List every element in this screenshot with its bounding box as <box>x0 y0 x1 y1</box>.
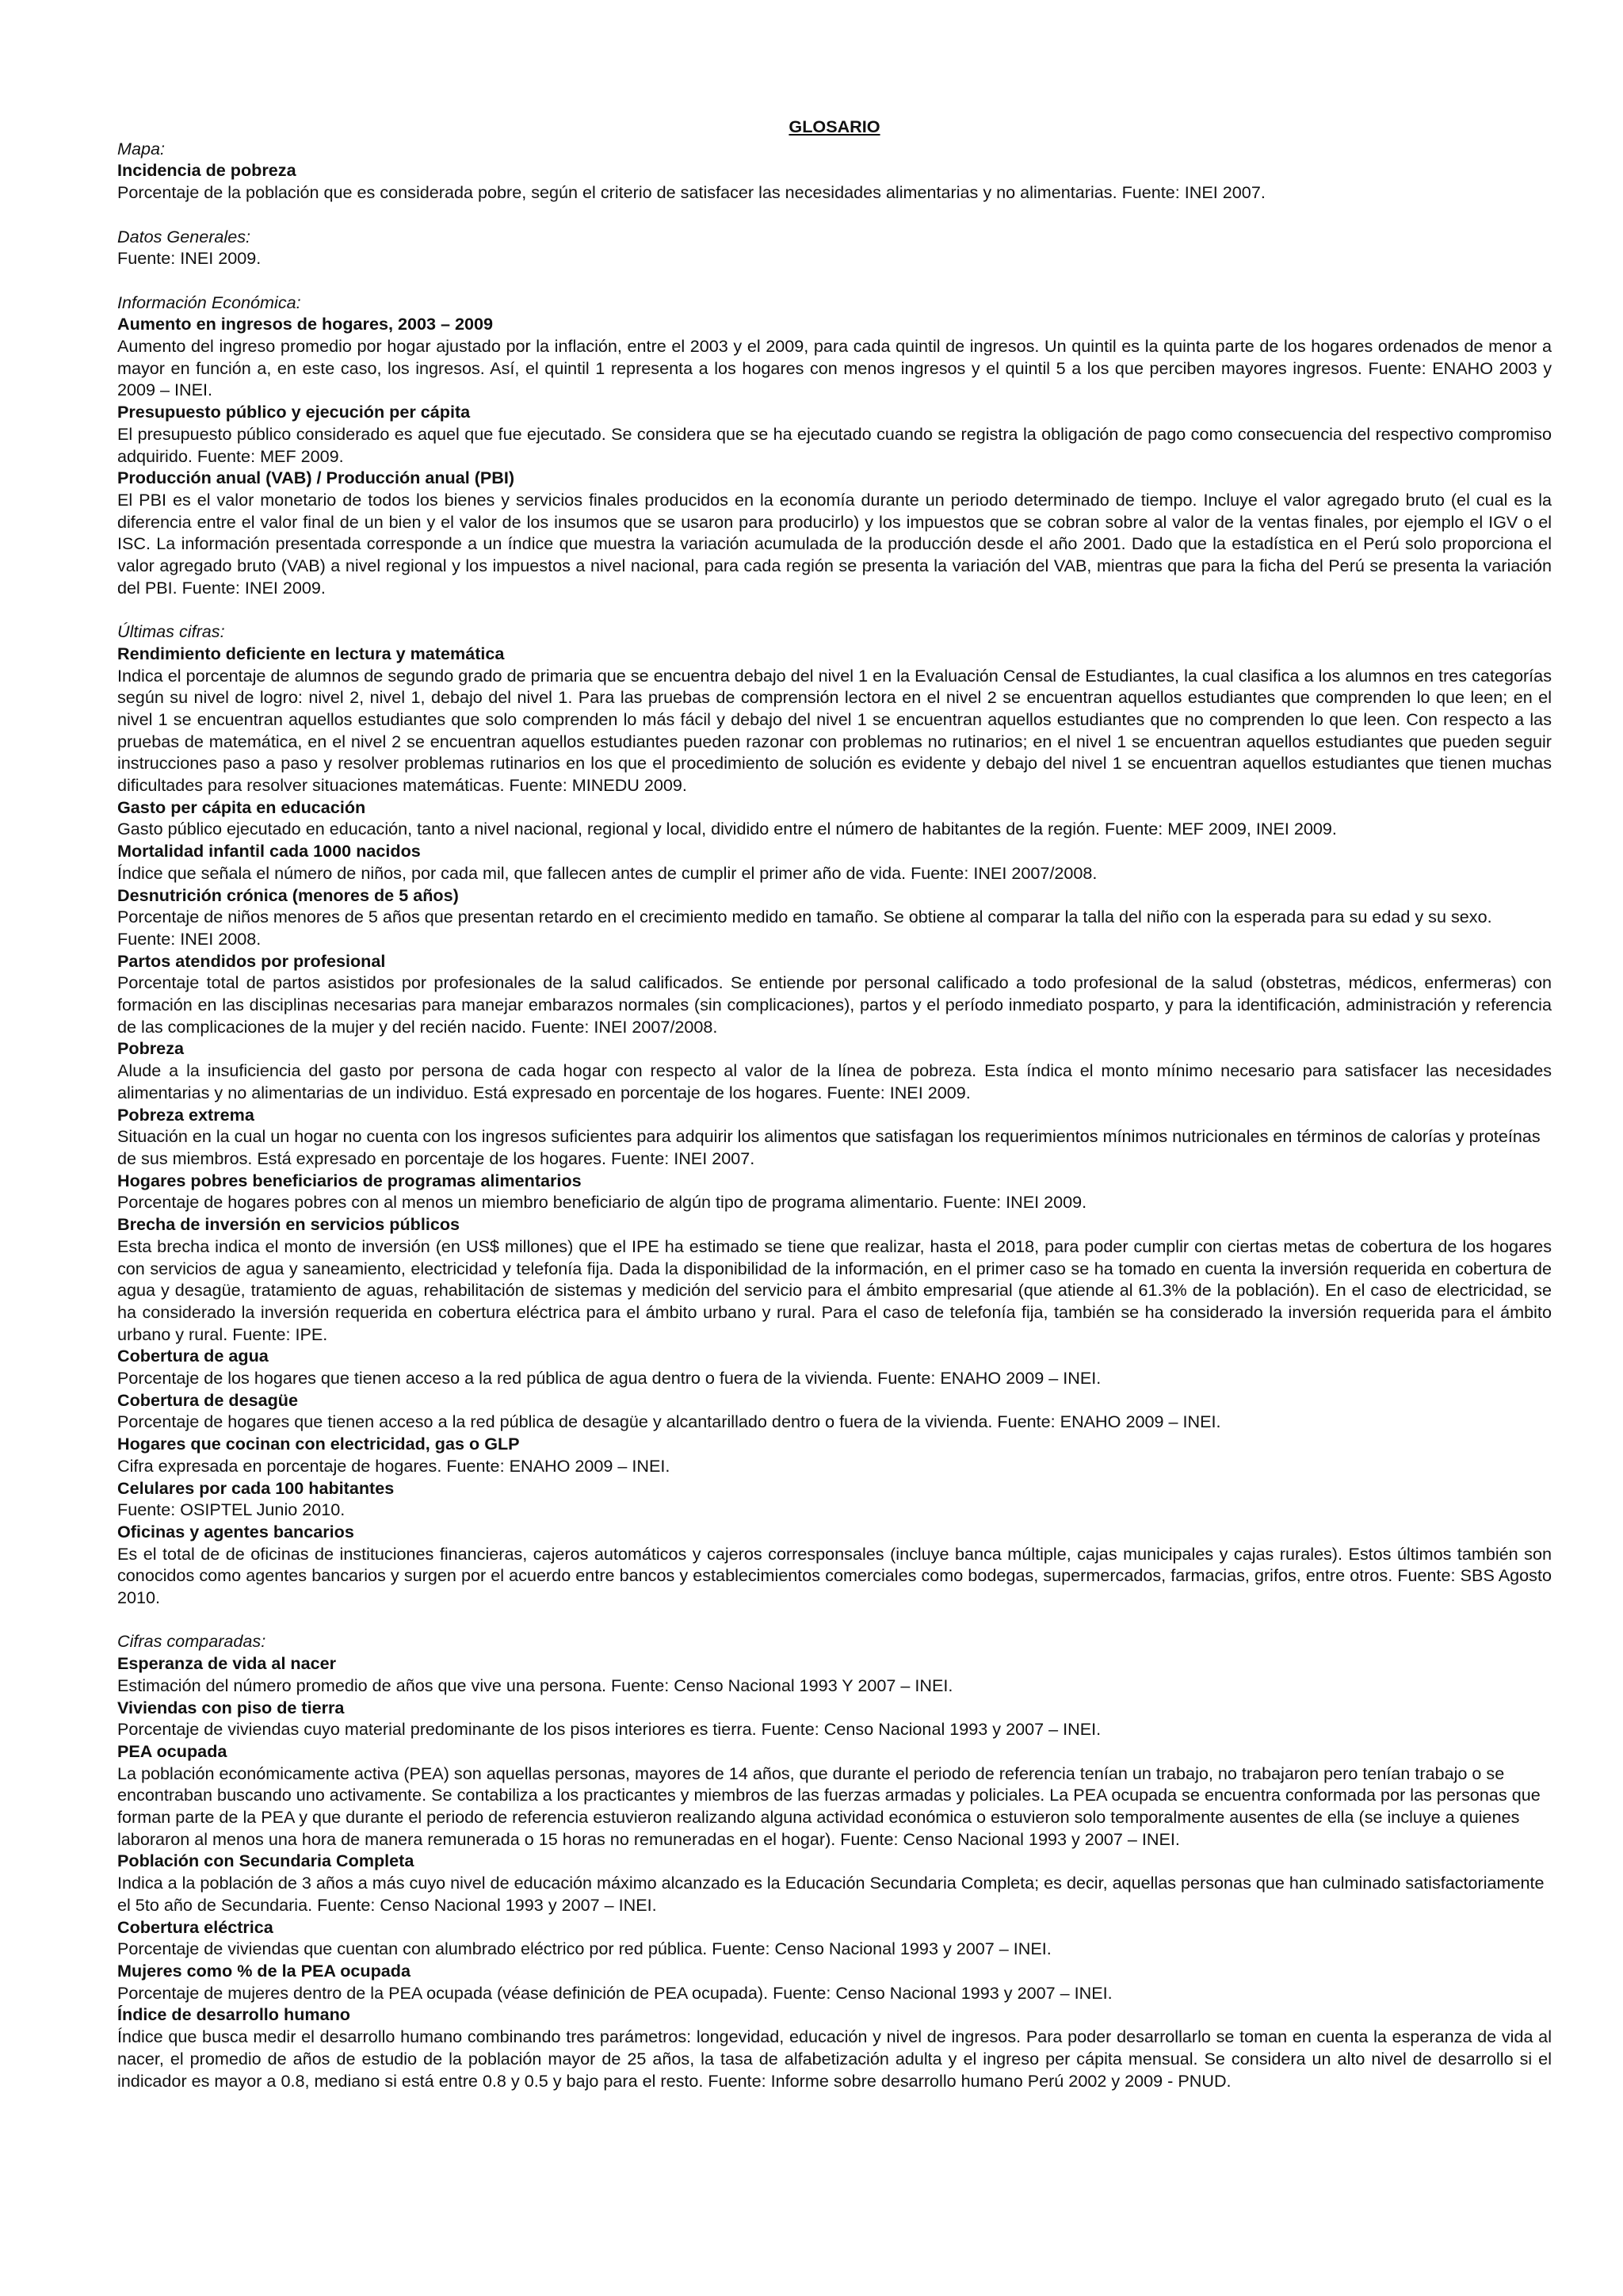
glossary-definition: Porcentaje de los hogares que tienen acceso a la red pública de agua dentro o fuera de la vivienda. Fuente: ENAHO 2009 – INEI. <box>117 1368 1102 1389</box>
glossary-term: Población con Secundaria Completa <box>117 1851 414 1871</box>
glossary-term: Producción anual (VAB) / Producción anual (PBI) <box>117 468 515 488</box>
section-heading: Datos Generales: <box>117 226 251 246</box>
glossary-section <box>117 1630 1552 2092</box>
glossary-term: Gasto per cápita en educación <box>117 797 366 817</box>
glossary-definition: Esta brecha indica el monto de inversión (en US$ millones) que el IPE ha estimado se tiene que realizar, hasta el 2018, para poder cumplir con ciertas metas de cobertura de los hogares con servicios de agua y saneamiento, electricidad y telefonía fija. Dada la disponibilidad de la información, en el primer caso se ha tomado en cuenta la inversión requerida en cobertura de agua y desagüe, tratamiento de aguas, rehabilitación de sistemas y medición del servicio para el ámbito empresarial (que atiende al 61.3% de la población). En el caso de electricidad, se ha considerado la inversión requerida en cobertura eléctrica para el ámbito urbano y rural. Para el caso de telefonía fija, también se ha considerado la inversión requerida para el ámbito urbano y rural. Fuente: IPE. <box>117 1236 1552 1344</box>
glossary-definition: Fuente: OSIPTEL Junio 2010. <box>117 1499 346 1520</box>
glossary-term: Esperanza de vida al nacer <box>117 1653 337 1674</box>
glossary-definition: Gasto público ejecutado en educación, tanto a nivel nacional, regional y local, dividido entre el número de habitantes de la región. Fuente: MEF 2009, INEI 2009. <box>117 819 1337 839</box>
glossary-term: Cobertura de desagüe <box>117 1389 298 1410</box>
glossary-definition: La población económicamente activa (PEA) son aquellas personas, mayores de 14 años, que durante el periodo de referencia tenían un trabajo, no trabajaron pero tenían trabajo o se encontraban buscando uno activamente. Se contabiliza a los practicantes y miembros de las fuerzas armadas y policiales. La PEA ocupada se encuentra conformada por las personas que forman parte de la PEA y que durante el periodo de referencia estuvieron realizando alguna actividad económica o estuvieron solo temporalmente ausentes de ella (se incluye a quienes laboraron al menos una hora de manera remunerada o 15 horas no remuneradas en el hogar). Fuente: Censo Nacional 1993 y 2007 – INEI. <box>117 1763 1541 1849</box>
glossary-page <box>117 116 1552 2114</box>
glossary-term: Índice de desarrollo humano <box>117 2004 350 2025</box>
glossary-definition: Indica el porcentaje de alumnos de segundo grado de primaria que se encuentra debajo del nivel 1 en la Evaluación Censal de Estudiantes, la cual clasifica a los alumnos en tres categorías según su nivel de logro: nivel 2, nivel 1, debajo del nivel 1. Para las pruebas de comprensión lectora en el nivel 2 se encuentran aquellos estudiantes que comprenden lo que leen; en el nivel 1 se encuentran aquellos estudiantes que solo comprenden lo más fácil y debajo del nivel 1 se encuentran aquellos estudiantes que no comprenden lo que leen. Con respecto a las pruebas de matemática, en el nivel 2 se encuentran aquellos estudiantes pueden razonar con problemas no rutinarios; en el nivel 1 se encuentran aquellos estudiantes que pueden seguir instrucciones paso a paso y resolver problemas rutinarios en los que el procedimiento de solución es evidente y debajo del nivel 1 se encuentran aquellos estudiantes que tienen muchas dificultades para resolver situaciones matemáticas. Fuente: MINEDU 2009. <box>117 665 1552 796</box>
glossary-term: Rendimiento deficiente en lectura y matemática <box>117 643 505 663</box>
glossary-definition: Porcentaje de viviendas cuyo material predominante de los pisos interiores es tierra. Fuente: Censo Nacional 1993 y 2007 – INEI. <box>117 1719 1102 1740</box>
glossary-sections <box>117 138 1552 2092</box>
glossary-section <box>117 292 1552 599</box>
glossary-term: Cobertura eléctrica <box>117 1916 273 1937</box>
glossary-term: PEA ocupada <box>117 1740 227 1761</box>
section-heading: Información Económica: <box>117 292 301 312</box>
glossary-definition: El presupuesto público considerado es aquel que fue ejecutado. Se considera que se ha ejecutado cuando se registra la obligación de pago como consecuencia del respectivo compromiso adquirido. Fuente: MEF 2009. <box>117 423 1552 466</box>
glossary-term: Mortalidad infantil cada 1000 nacidos <box>117 841 421 861</box>
glossary-definition: El PBI es el valor monetario de todos los bienes y servicios finales producidos en la economía durante un periodo determinado de tiempo. Incluye el valor agregado bruto (el cual es la diferencia entre el valor final de un bien y el valor de los insumos que se usaron para producirlo) y los impuestos que se cobran sobre al valor de la ventas finales, por ejemplo el IGV o el ISC. La información presentada corresponde a un índice que muestra la variación acumulada de la producción desde el año 2001. Dado que la estadística en el Perú solo proporciona el valor agregado bruto (VAB) a nivel regional y los impuestos a nivel nacional, para cada región se presenta la variación del VAB, mientras que para la ficha del Perú se presenta la variación del PBI. Fuente: INEI 2009. <box>117 489 1552 598</box>
glossary-definition: Es el total de de oficinas de instituciones financieras, cajeros automáticos y cajeros corresponsales (incluye banca múltiple, cajas municipales y cajas rurales). Estos últimos también son conocidos como agentes bancarios y surgen por el acuerdo entre bancos y establecimientos comerciales como bodegas, supermercados, farmacias, grifos, entre otros. Fuente: SBS Agosto 2010. <box>117 1543 1552 1608</box>
glossary-definition: Porcentaje total de partos asistidos por profesionales de la salud calificados. Se entiende por personal calificado a todo profesional de la salud (obstetras, médicos, enfermeras) con formación en las disciplinas necesarias para manejar embarazos normales (sin complicaciones), partos y el período inmediato posparto, y para la identificación, administración y referencia de las complicaciones de la mujer y del recién nacido. Fuente: INEI 2007/2008. <box>117 972 1552 1037</box>
glossary-definition: Fuente: INEI 2009. <box>117 248 262 269</box>
glossary-term: Hogares pobres beneficiarios de programas alimentarios <box>117 1170 582 1190</box>
section-heading: Últimas cifras: <box>117 621 225 642</box>
glossary-definition: Índice que busca medir el desarrollo humano combinando tres parámetros: longevidad, educación y nivel de ingresos. Para poder desarrollarlo se toman en cuenta la esperanza de vida al nacer, el promedio de años de estudio de la población mayor de 25 años, la tasa de alfabetización adulta y el ingreso per cápita mensual. Se considera un alto nivel de desarrollo si el indicador es mayor a 0.8, mediano si está entre 0.8 y 0.5 y bajo para el resto. Fuente: Informe sobre desarrollo humano Perú 2002 y 2009 - PNUD. <box>117 2027 1552 2091</box>
section-heading: Cifras comparadas: <box>117 1631 266 1652</box>
glossary-term: Aumento en ingresos de hogares, 2003 – 2009 <box>117 314 494 334</box>
glossary-definition: Porcentaje de mujeres dentro de la PEA ocupada (véase definición de PEA ocupada). Fuente: Censo Nacional 1993 y 2007 – INEI. <box>117 1982 1113 2003</box>
section-heading: Mapa: <box>117 138 166 159</box>
glossary-definition: Cifra expresada en porcentaje de hogares. Fuente: ENAHO 2009 – INEI. <box>117 1455 670 1476</box>
glossary-term: Viviendas con piso de tierra <box>117 1697 345 1717</box>
glossary-term: Brecha de inversión en servicios públicos <box>117 1214 460 1235</box>
glossary-definition: Estimación del número promedio de años que vive una persona. Fuente: Censo Nacional 1993 Y 2007 – INEI. <box>117 1675 953 1695</box>
glossary-section <box>117 226 1552 269</box>
glossary-term: Partos atendidos por profesional <box>117 950 386 971</box>
glossary-definition: Aumento del ingreso promedio por hogar ajustado por la inflación, entre el 2003 y el 2009, para cada quintil de ingresos. Un quintil es la quinta parte de los hogares ordenados de menor a mayor en función a, en este caso, los ingresos. Así, el quintil 1 representa a los hogares con menos ingresos y el quintil 5 a los que perciben mayores ingresos. Fuente: ENAHO 2003 y 2009 – INEI. <box>117 336 1552 400</box>
glossary-term: Presupuesto público y ejecución per cápita <box>117 402 471 422</box>
glossary-term: Incidencia de pobreza <box>117 160 296 181</box>
glossary-term: Pobreza extrema <box>117 1104 254 1125</box>
glossary-definition: Porcentaje de viviendas que cuentan con alumbrado eléctrico por red pública. Fuente: Censo Nacional 1993 y 2007 – INEI. <box>117 1939 1052 1959</box>
page-title: GLOSARIO <box>789 117 880 136</box>
glossary-definition: Porcentaje de hogares pobres con al menos un miembro beneficiario de algún tipo de programa alimentario. Fuente: INEI 2009. <box>117 1192 1087 1213</box>
glossary-definition: Alude a la insuficiencia del gasto por persona de cada hogar con respecto al valor de la línea de pobreza. Esta índica el monto mínimo necesario para satisfacer las necesidades alimentarias y no alimentarias de un individuo. Está expresado en porcentaje de los hogares. Fuente: INEI 2009. <box>117 1060 1552 1102</box>
glossary-definition: Porcentaje de la población que es considerada pobre, según el criterio de satisfacer las necesidades alimentarias y no alimentarias. Fuente: INEI 2007. <box>117 182 1266 203</box>
glossary-term: Desnutrición crónica (menores de 5 años) <box>117 884 459 905</box>
glossary-definition: Porcentaje de niños menores de 5 años que presentan retardo en el crecimiento medido en tamaño. Se obtiene al comparar la talla del niño con la esperada para su edad y su sexo. Fuente: INEI 2008. <box>117 907 1492 949</box>
glossary-term: Mujeres como % de la PEA ocupada <box>117 1961 411 1981</box>
glossary-term: Oficinas y agentes bancarios <box>117 1521 354 1541</box>
glossary-definition: Situación en la cual un hogar no cuenta con los ingresos suficientes para adquirir los alimentos que satisfagan los requerimientos mínimos nutricionales en términos de calorías y proteínas de sus miembros. Está expresado en porcentaje de los hogares. Fuente: INEI 2007. <box>117 1126 1541 1168</box>
glossary-term: Celulares por cada 100 habitantes <box>117 1477 395 1498</box>
glossary-section <box>117 138 1552 204</box>
glossary-definition: Indica a la población de 3 años a más cuyo nivel de educación máximo alcanzado es la Educación Secundaria Completa; es decir, aquellas personas que han culminado satisfactoriamente el 5to año de Secundaria. Fuente: Censo Nacional 1993 y 2007 – INEI. <box>117 1873 1545 1915</box>
glossary-term: Cobertura de agua <box>117 1346 269 1366</box>
glossary-term: Hogares que cocinan con electricidad, gas o GLP <box>117 1434 520 1454</box>
glossary-term: Pobreza <box>117 1038 185 1059</box>
glossary-definition: Índice que señala el número de niños, por cada mil, que fallecen antes de cumplir el primer año de vida. Fuente: INEI 2007/2008. <box>117 862 1098 883</box>
glossary-definition: Porcentaje de hogares que tienen acceso a la red pública de desagüe y alcantarillado dentro o fuera de la vivienda. Fuente: ENAHO 2009 – INEI. <box>117 1412 1221 1432</box>
glossary-section <box>117 621 1552 1609</box>
